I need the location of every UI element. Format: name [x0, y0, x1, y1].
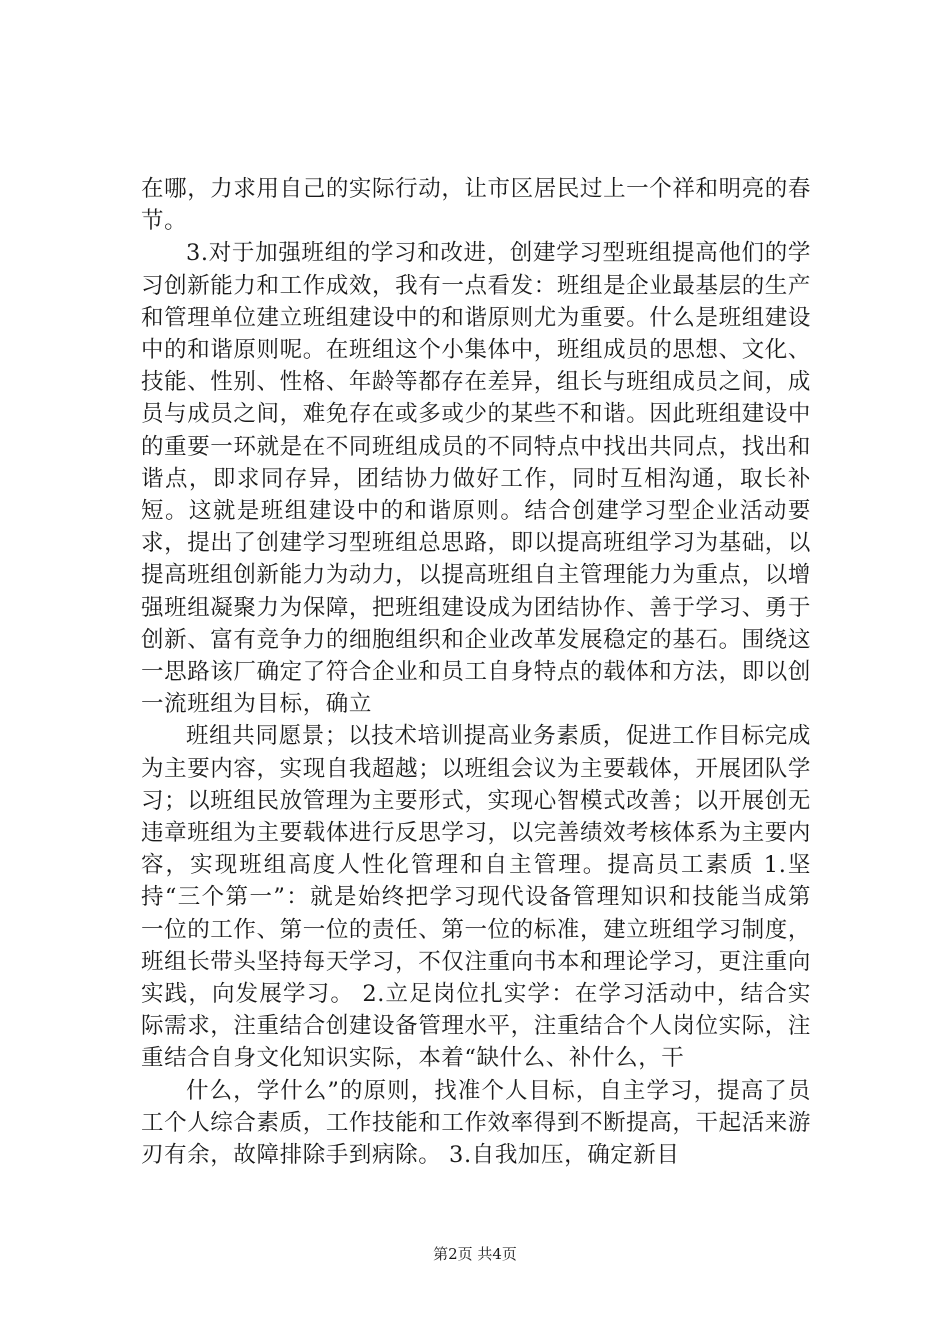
paragraph-2: 3.对于加强班组的学习和改进，创建学习型班组提高他们的学习创新能力和工作成效，我有一点看发：班组是企业最基层的生产和管理单位建立班组建设中的和谐原则尤为重要。什么是班组建设中的和谐原则呢。在班组这个小集体中，班组成员的思想、文化、技能、性别、性格、年龄等都存在差异，组长与班组成员之间，成员与成员之间，难免存在或多或少的某些不和谐。因此班组建设中的重要一环就是在不同班组成员的不同特点中找出共同点，找出和谐点，即求同存异，团结协力做好工作，同时互相沟通，取长补短。这就是班组建设中的和谐原则。结合创建学习型企业活动要求，提出了创建学习型班组总思路，即以提高班组学习为基础，以提高班组创新能力为动力，以提高班组自主管理能力为重点，以增强班组凝聚力为保障，把班组建设成为团结协作、善于学习、勇于创新、富有竞争力的细胞组织和企业改革发展稳定的基石。围绕这一思路该厂确定了符合企业和员工自身特点的载体和方法，即以创一流班组为目标，确立 [141, 240, 811, 718]
paragraph-3: 班组共同愿景；以技术培训提高业务素质，促进工作目标完成为主要内容，实现自我超越；以班组会议为主要载体，开展团队学习；以班组民放管理为主要形式，实现心智模式改善；以开展创无违章班组为主要载体进行反思学习，以完善绩效考核体系为主要内容，实现班组高度人性化管理和自主管理。提高员工素质 1.坚持“三个第一”：就是始终把学习现代设备管理知识和技能当成第一位的工作、第一位的责任、第一位的标准，建立班组学习制度，班组长带头坚持每天学习，不仅注重向书本和理论学习，更注重向实践，向发展学习。 2.立足岗位扎实学：在学习活动中，结合实际需求，注重结合创建设备管理水平，注重结合个人岗位实际，注重结合自身文化知识实际，本着“缺什么、补什么，干 [141, 723, 811, 1072]
paragraph-4: 什么，学什么”的原则，找准个人目标，自主学习，提高了员工个人综合素质，工作技能和工作效率得到不断提高，干起活来游刃有余，故障排除手到病除。 3.自我加压，确定新目 [141, 1077, 811, 1169]
document-body [141, 173, 811, 1171]
page-footer: 第2页 共4页 [433, 1245, 517, 1263]
paragraph-1: 在哪，力求用自己的实际行动，让市区居民过上一个祥和明亮的春节。 [141, 176, 811, 235]
